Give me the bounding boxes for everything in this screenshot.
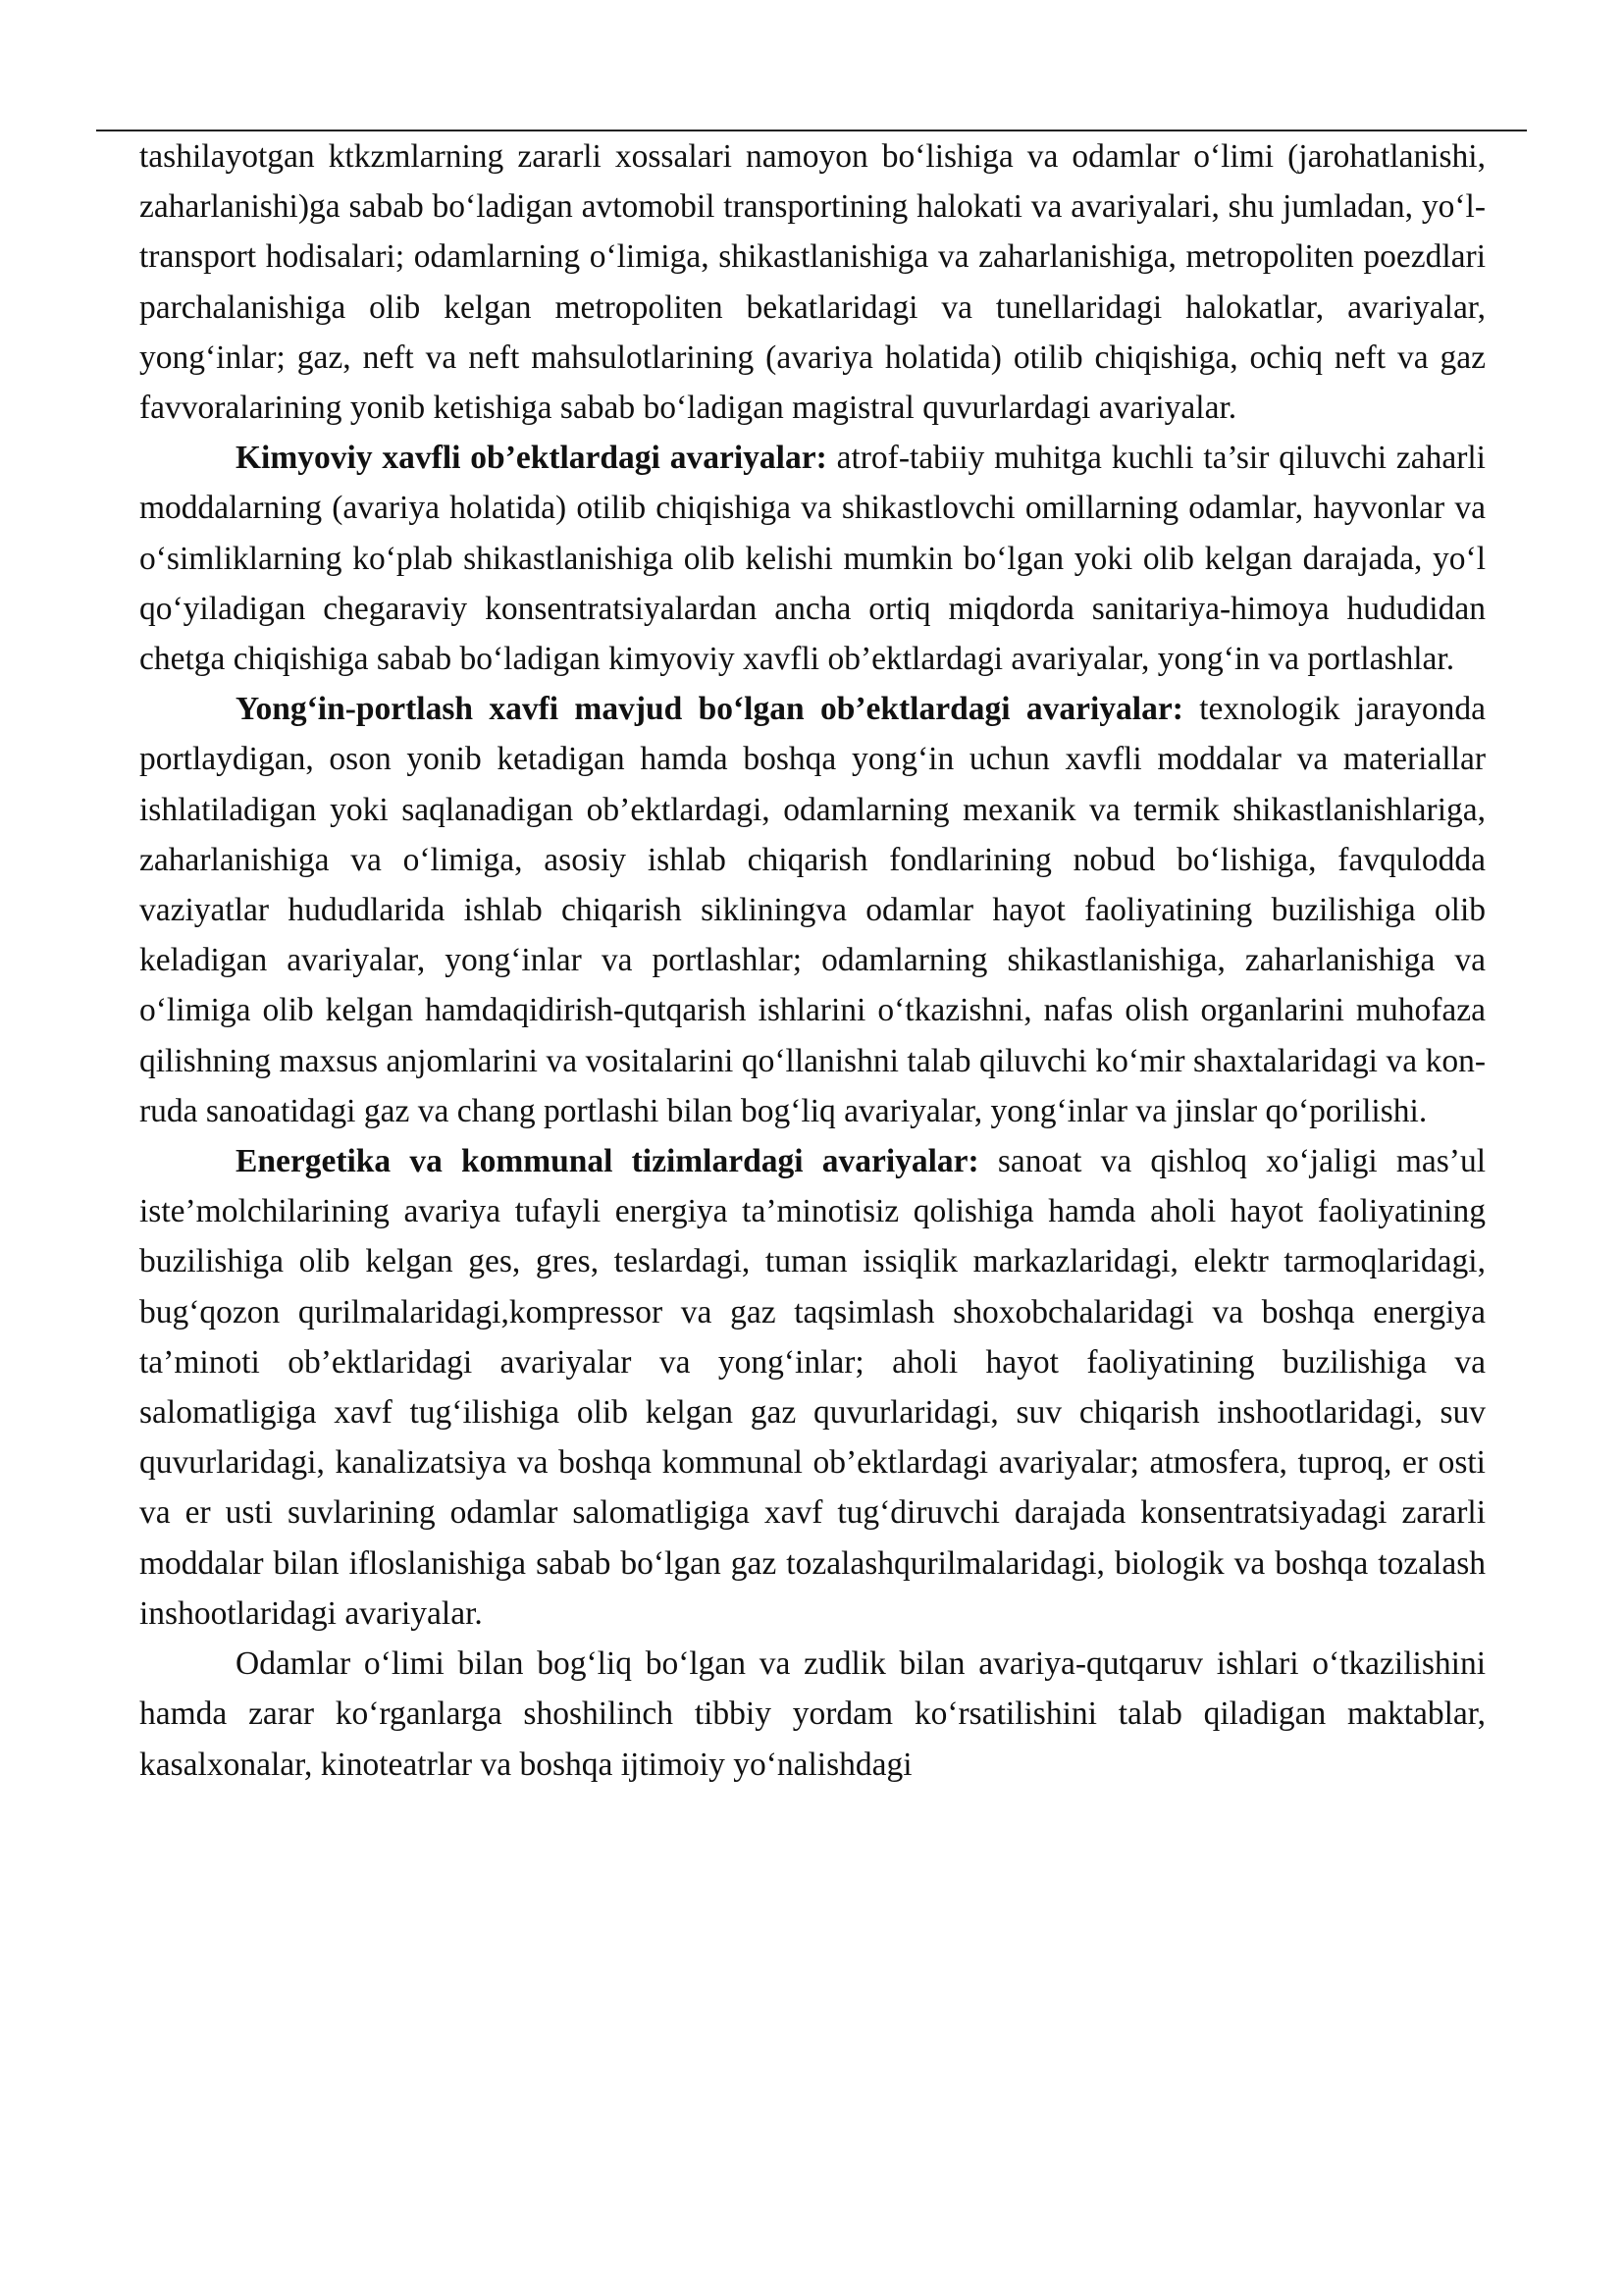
paragraph-text: sanoat va qishloq xo‘jaligi mas’ul iste’molchilarining avariya tufayli energiya ta’minotisiz qolishiga hamda aholi hayot faoliyatining buzilishiga olib kelgan ges, gres, teslardagi, tuman issiqlik markazlaridagi, elektr tarmoqlaridagi, bug‘qozon qurilmalaridagi,kompressor va gaz taqsimlash shoxobchalaridagi va boshqa energiya ta’minoti ob’ektlaridagi avariyalar va yong‘inlar; aholi hayot faoliyatining buzilishiga va salomatligiga xavf tug‘ilishiga olib kelgan gaz quvurlaridagi, suv chiqarish inshootlaridagi, suv quvurlaridagi, kanalizatsiya va boshqa kommunal ob’ektlardagi avariyalar; atmosfera, tuproq, er osti va er usti suvlarining odamlar salomatligiga xavf tug‘diruvchi darajada konsentratsiyadagi zararli moddalar bilan ifloslanishiga sabab bo‘lgan gaz tozalashqurilmalaridagi, biologik va boshqa tozalash inshootlaridagi avariyalar. — [139, 1143, 1486, 1632]
paragraph-chemical-hazard — [139, 433, 1486, 684]
paragraph-text: Odamlar o‘limi bilan bog‘liq bo‘lgan va zudlik bilan avariya-qutqaruv ishlari o‘tkazilishini hamda zarar ko‘rganlarga shoshilinch tibbiy yordam ko‘rsatilishini talab qiladigan maktablar, kasalxonalar, kinoteatrlar va boshqa ijtimoiy yo‘nalishdagi — [139, 1645, 1486, 1783]
paragraph-text: tashilayotgan ktkzmlarning zararli xossalari namoyon bo‘lishiga va odamlar o‘limi (jarohatlanishi, zaharlanishi)ga sabab bo‘ladigan avtomobil transportining halokati va avariyalari, shu jumladan, yo‘l-transport hodisalari; odamlarning o‘limiga, shikastlanishiga va zaharlanishiga, metropoliten poezdlari parchalanishiga olib kelgan metropoliten bekatlaridagi va tunellaridagi halokatlar, avariyalar, yong‘inlar; gaz, neft va neft mahsulotlarining (avariya holatida) otilib chiqishiga, ochiq neft va gaz favvoralarining yonib ketishiga sabab bo‘ladigan magistral quvurlardagi avariyalar. — [139, 138, 1486, 427]
paragraph-energy-utility — [139, 1136, 1486, 1639]
paragraph-text: atrof-tabiiy muhitga kuchli ta’sir qiluvchi zaharli moddalarning (avariya holatida) otilib chiqishiga va shikastlovchi omillarning odamlar, hayvonlar va o‘simliklarning ko‘plab shikastlanishiga olib kelishi mumkin bo‘lgan yoki olib kelgan darajada, yo‘l qo‘yiladigan chegaraviy konsentratsiyalardan ancha ortiq miqdorda sanitariya-himoya hududidan chetga chiqishiga sabab bo‘ladigan kimyoviy xavfli ob’ektlardagi avariyalar, yong‘in va portlashlar. — [139, 440, 1486, 678]
paragraph-continuation — [139, 131, 1486, 433]
paragraph-heading: Kimyoviy xavfli ob’ektlardagi avariyalar: — [236, 440, 827, 477]
paragraph-heading: Yong‘in-portlash xavfi mavjud bo‘lgan ob’ektlardagi avariyalar: — [236, 691, 1183, 728]
paragraph-text: texnologik jarayonda portlaydigan, oson yonib ketadigan hamda boshqa yong‘in uchun xavfli moddalar va materiallar ishlatiladigan yoki saqlanadigan ob’ektlardagi, odamlarning mexanik va termik shikastlanishlariga, zaharlanishiga va o‘limiga, asosiy ishlab chiqarish fondlarining nobud bo‘lishiga, favqulodda vaziyatlar hududlarida ishlab chiqarish sikliningva odamlar hayot faoliyatining buzilishiga olib keladigan avariyalar, yong‘inlar va portlashlar; odamlarning shikastlanishiga, zaharlanishiga va o‘limiga olib kelgan hamdaqidirish-qutqarish ishlarini o‘tkazishni, nafas olish organlarini muhofaza qilishning maxsus anjomlarini va vositalarini qo‘llanishni talab qiluvchi ko‘mir shaxtalaridagi va kon-ruda sanoatidagi gaz va chang portlashi bilan bog‘liq avariyalar, yong‘inlar va jinslar qo‘porilishi. — [139, 691, 1486, 1129]
paragraph-fire-explosion — [139, 684, 1486, 1136]
paragraph-heading: Energetika va kommunal tizimlardagi avariyalar: — [236, 1143, 979, 1180]
document-body — [139, 131, 1486, 1790]
paragraph-social-objects — [139, 1639, 1486, 1790]
